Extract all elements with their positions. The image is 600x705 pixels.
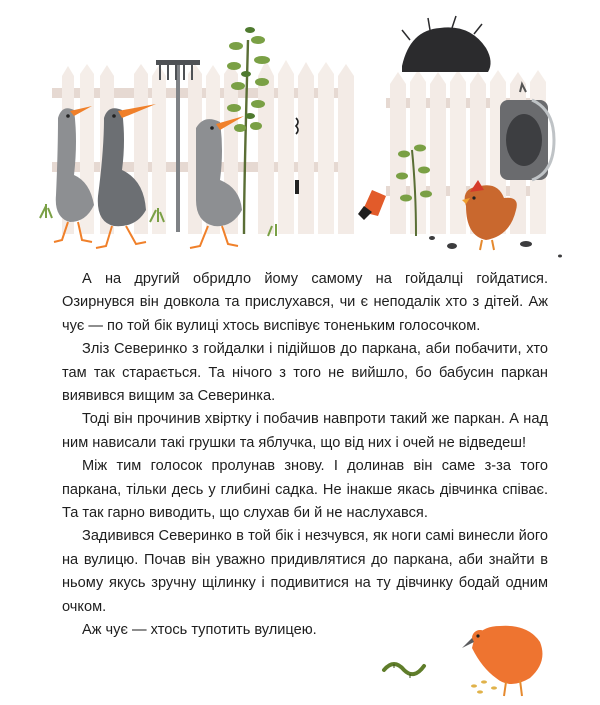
paragraph-1: А на другий обридло йому самому на гойдалці гойдатися. Озирнувся він довкола та прислухався, чи є неподалік хто з дітей. Аж чує — по той бік вулиці хтось виспівує тоненьким голосочком. [62, 271, 548, 334]
paragraph-2: Зліз Северинко з гойдалки і підійшов до паркана, аби побачити, хто там так старається. Та нічого з того не вийшло, бо бабусин паркан виявився вищим за Северинка. [62, 341, 548, 405]
paragraph-6: Аж чує — хтось тупотить вулицею. [82, 622, 317, 639]
seeds-illustration [471, 680, 497, 693]
pebbles-illustration [429, 236, 562, 260]
bottom-illustration [380, 608, 560, 698]
top-illustration [0, 0, 600, 260]
paragraph-5: Задивився Северинко в той бік і незчувся, як ноги самі винесли його на вулицю. Почав він уважно придивлятися до паркана, аби знайти в ньому якусь зручну щілинку і подивитися на ту дівчинку бодай одним очком. [62, 528, 548, 615]
paragraph-3: Тоді він прочинив хвіртку і побачив навпроти такий же паркан. А над ним нависали такі грушки та яблучка, що від них і очей не відведеш! [62, 411, 548, 451]
bush-illustration [402, 16, 491, 72]
story-text [62, 268, 548, 643]
paragraph-4: Між тим голосок пролунав знову. І долинав він саме з-за того паркана, тільки десь у глибині садка. Не інакше якась дівчинка співає. Та так гарно виводить, що слухав би й не наслухався. [62, 458, 548, 522]
worm-illustration [384, 664, 424, 678]
